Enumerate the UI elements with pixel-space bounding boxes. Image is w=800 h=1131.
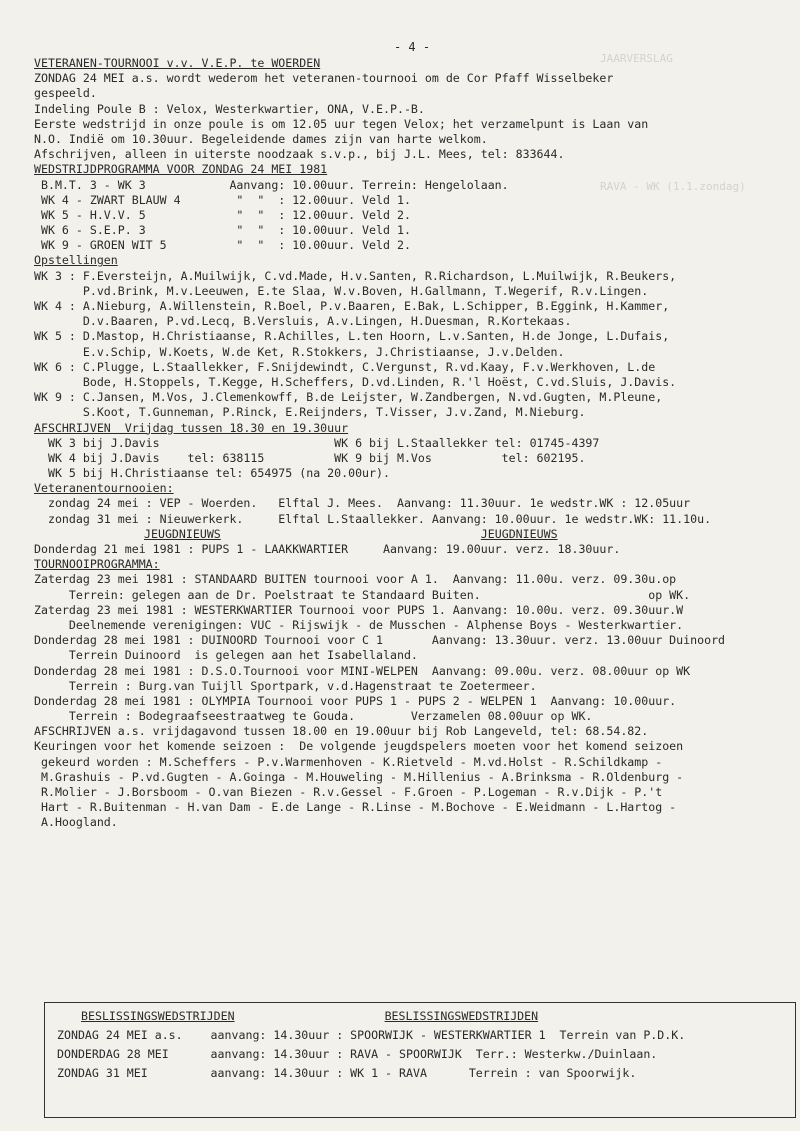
- jeugd-line: Donderdag 28 mei 1981 : OLYMPIA Tournooi voor PUPS 1 - PUPS 2 - WELPEN 1 Aanvang: 10.00uur.: [34, 693, 677, 708]
- veteranen-line: Afschrijven, alleen in uiterste noodzaak s.v.p., bij J.L. Mees, tel: 833644.: [34, 147, 565, 162]
- opstelling-line: Bode, H.Stoppels, T.Kegge, H.Scheffers, D.vd.Linden, R.'l Hoëst, C.vd.Sluis, J.Davis.: [34, 374, 677, 389]
- programma-row: WK 5 - H.V.V. 5 " " : 12.00uur. Veld 2.: [34, 207, 411, 222]
- programma-row: B.M.T. 3 - WK 3 Aanvang: 10.00uur. Terrein: Hengelolaan.: [34, 177, 509, 192]
- opstelling-line: E.v.Schip, W.Koets, W.de Ket, R.Stokkers, J.Christiaanse, J.v.Delden.: [34, 344, 565, 359]
- veteranentournooien-section: [34, 481, 790, 527]
- veteranen-heading: VETERANEN-TOURNOOI v.v. V.E.P. te WOERDEN: [34, 56, 321, 70]
- jeugd-line: A.Hoogland.: [34, 815, 118, 830]
- jeugd-line: TOURNOOIPROGRAMMA:: [34, 557, 160, 572]
- beslissing-heading-right: BESLISSINGSWEDSTRIJDEN: [384, 1009, 539, 1023]
- beslissing-heading-left: BESLISSINGSWEDSTRIJDEN: [81, 1009, 235, 1023]
- afschrijven-line: WK 4 bij J.Davis tel: 638115 WK 9 bij M.Vos tel: 602195.: [34, 450, 586, 465]
- opstelling-line: WK 9 : C.Jansen, M.Vos, J.Clemenkowff, B.de Leijster, W.Zandbergen, N.vd.Gugten, M.Pleune,: [34, 390, 663, 405]
- opstelling-line: WK 5 : D.Mastop, H.Christiaanse, R.Achilles, L.ten Hoorn, L.v.Santen, H.de Jonge, L.Dufais,: [34, 329, 670, 344]
- jeugd-line: Donderdag 28 mei 1981 : DUINOORD Tournooi voor C 1 Aanvang: 13.30uur. verz. 13.00uur Duinoord: [34, 633, 726, 648]
- veteranen-line: Indeling Poule B : Velox, Westerkwartier, ONA, V.E.P.-B.: [34, 101, 425, 116]
- bleed-through-text: RAVA - WK (1.1.zondag): [600, 180, 746, 193]
- programma-heading: WEDSTRIJDPROGRAMMA VOOR ZONDAG 24 MEI 1981: [34, 162, 328, 177]
- opstelling-line: D.v.Baaren, P.vd.Lecq, B.Versluis, A.v.Lingen, H.Duesman, R.Kortekaas.: [34, 314, 572, 329]
- jeugd-heading-row: [34, 527, 790, 542]
- beslissing-heading-row: [57, 1007, 789, 1026]
- jeugd-line: Keuringen voor het komende seizoen : De volgende jeugdspelers moeten voor het komend seizoen: [34, 739, 684, 754]
- programma-row: WK 6 - S.E.P. 3 " " : 10.00uur. Veld 1.: [34, 223, 411, 238]
- jeugd-line: M.Grashuis - P.vd.Gugten - A.Goinga - M.Houweling - M.Hillenius - A.Brinksma - R.Oldenburg -: [34, 769, 684, 784]
- veteranentournooien-heading: Veteranentournooien:: [34, 481, 174, 496]
- veteranentournooi-line: zondag 31 mei : Nieuwerkerk. Elftal L.Staallekker. Aanvang: 10.00uur. 1e wedstr.WK: 11.10u.: [34, 511, 712, 526]
- jeugd-line: R.Molier - J.Borsboom - O.van Biezen - R.v.Gessel - F.Groen - P.Logeman - R.v.Dijk - P.'t: [34, 785, 663, 799]
- afschrijven-heading: AFSCHRIJVEN Vrijdag tussen 18.30 en 19.30uur: [34, 420, 349, 435]
- veteranen-line: gespeeld.: [34, 86, 97, 101]
- programma-row: WK 9 - GROEN WIT 5 " " : 10.00uur. Veld 2.: [34, 238, 411, 253]
- opstelling-line: S.Koot, T.Gunneman, P.Rinck, E.Reijnders, T.Visser, J.v.Zand, M.Nieburg.: [34, 405, 586, 420]
- afschrijven-section: [34, 421, 790, 482]
- jeugd-line: Deelnemende verenigingen: VUC - Rijswijk - de Musschen - Alphense Boys - Westerkwartier.: [34, 617, 684, 632]
- veteranen-line: Eerste wedstrijd in onze poule is om 12.05 uur tegen Velox; het verzamelpunt is Laan van: [34, 116, 649, 131]
- jeugd-line: AFSCHRIJVEN a.s. vrijdagavond tussen 18.00 en 19.00uur bij Rob Langeveld, tel: 68.54.82.: [34, 724, 649, 739]
- opstelling-line: WK 4 : A.Nieburg, A.Willenstein, R.Boel, P.v.Baaren, E.Bak, L.Schipper, B.Eggink, H.Kammer,: [34, 299, 670, 313]
- programma-section: [34, 162, 790, 253]
- beslissing-line: DONDERDAG 28 MEI aanvang: 14.30uur : RAVA - SPOORWIJK Terr.: Westerkw./Duinlaan.: [57, 1047, 658, 1061]
- jeugd-line: Zaterdag 23 mei 1981 : WESTERKWARTIER Tournooi voor PUPS 1. Aanvang: 10.00u. verz. 09.30uur.W: [34, 602, 684, 617]
- veteranen-line: N.O. Indië om 10.30uur. Begeleidende dames zijn van harte welkom.: [34, 131, 488, 146]
- veteranen-section: [34, 56, 790, 162]
- opstellingen-heading: Opstellingen: [34, 253, 118, 268]
- jeugd-line: Terrein Duinoord is gelegen aan het Isabellaland.: [34, 648, 418, 663]
- jeugd-heading-left: JEUGDNIEUWS: [144, 526, 221, 541]
- veteranentournooi-line: zondag 24 mei : VEP - Woerden. Elftal J. Mees. Aanvang: 11.30uur. 1e wedstr.WK : 12.05uur: [34, 496, 691, 511]
- jeugd-heading-right: JEUGDNIEUWS: [480, 526, 558, 541]
- jeugd-line: Donderdag 28 mei 1981 : D.S.O.Tournooi voor MINI-WELPEN Aanvang: 09.00u. verz. 08.00uur op WK: [34, 663, 691, 678]
- jeugd-line: Hart - R.Buitenman - H.van Dam - E.de Lange - R.Linse - M.Bochove - E.Weidmann - L.Hartog -: [34, 800, 677, 815]
- jeugd-line: Zaterdag 23 mei 1981 : STANDAARD BUITEN tournooi voor A 1. Aanvang: 11.00u. verz. 09.30u.op: [34, 572, 677, 587]
- beslissingswedstrijden-box: [44, 1002, 796, 1118]
- jeugd-line: Terrein : Bodegraafseestraatweg te Gouda. Verzamelen 08.00uur op WK.: [34, 709, 593, 724]
- jeugd-line: Donderdag 21 mei 1981 : PUPS 1 - LAAKKWARTIER Aanvang: 19.00uur. verz. 18.30uur.: [34, 542, 621, 556]
- jeugd-line: Terrein : Burg.van Tuijll Sportpark, v.d.Hagenstraat te Zoetermeer.: [34, 678, 537, 693]
- jeugd-line: Terrein: gelegen aan de Dr. Poelstraat te Standaard Buiten. op WK.: [34, 587, 691, 602]
- opstelling-line: WK 6 : C.Plugge, L.Staallekker, F.Snijdewindt, C.Vergunst, R.vd.Kaay, F.v.Werkhoven, L.de: [34, 359, 656, 374]
- veteranen-line: ZONDAG 24 MEI a.s. wordt wederom het veteranen-tournooi om de Cor Pfaff Wisselbeker: [34, 71, 614, 86]
- jeugd-section: [34, 527, 790, 831]
- beslissing-line: ZONDAG 24 MEI a.s. aanvang: 14.30uur : SPOORWIJK - WESTERKWARTIER 1 Terrein van P.D.K.: [57, 1028, 686, 1042]
- afschrijven-line: WK 3 bij J.Davis WK 6 bij L.Staallekker tel: 01745-4397: [34, 435, 600, 450]
- page-number: - 4 -: [393, 40, 431, 54]
- afschrijven-line: WK 5 bij H.Christiaanse tel: 654975 (na 20.00ur).: [34, 466, 390, 481]
- opstellingen-section: [34, 253, 790, 420]
- beslissing-line: ZONDAG 31 MEI aanvang: 14.30uur : WK 1 - RAVA Terrein : van Spoorwijk.: [57, 1066, 637, 1080]
- bleed-through-text: JAARVERSLAG: [600, 52, 673, 65]
- opstelling-line: P.vd.Brink, M.v.Leeuwen, E.te Slaa, W.v.Boven, H.Gallmann, T.Wegerif, R.v.Lingen.: [34, 283, 649, 298]
- programma-row: WK 4 - ZWART BLAUW 4 " " : 12.00uur. Veld 1.: [34, 192, 411, 207]
- jeugd-line: gekeurd worden : M.Scheffers - P.v.Warmenhoven - K.Rietveld - M.vd.Holst - R.Schildkamp -: [34, 754, 663, 769]
- opstelling-line: WK 3 : F.Eversteijn, A.Muilwijk, C.vd.Made, H.v.Santen, R.Richardson, L.Muilwijk, R.Beukers,: [34, 268, 677, 283]
